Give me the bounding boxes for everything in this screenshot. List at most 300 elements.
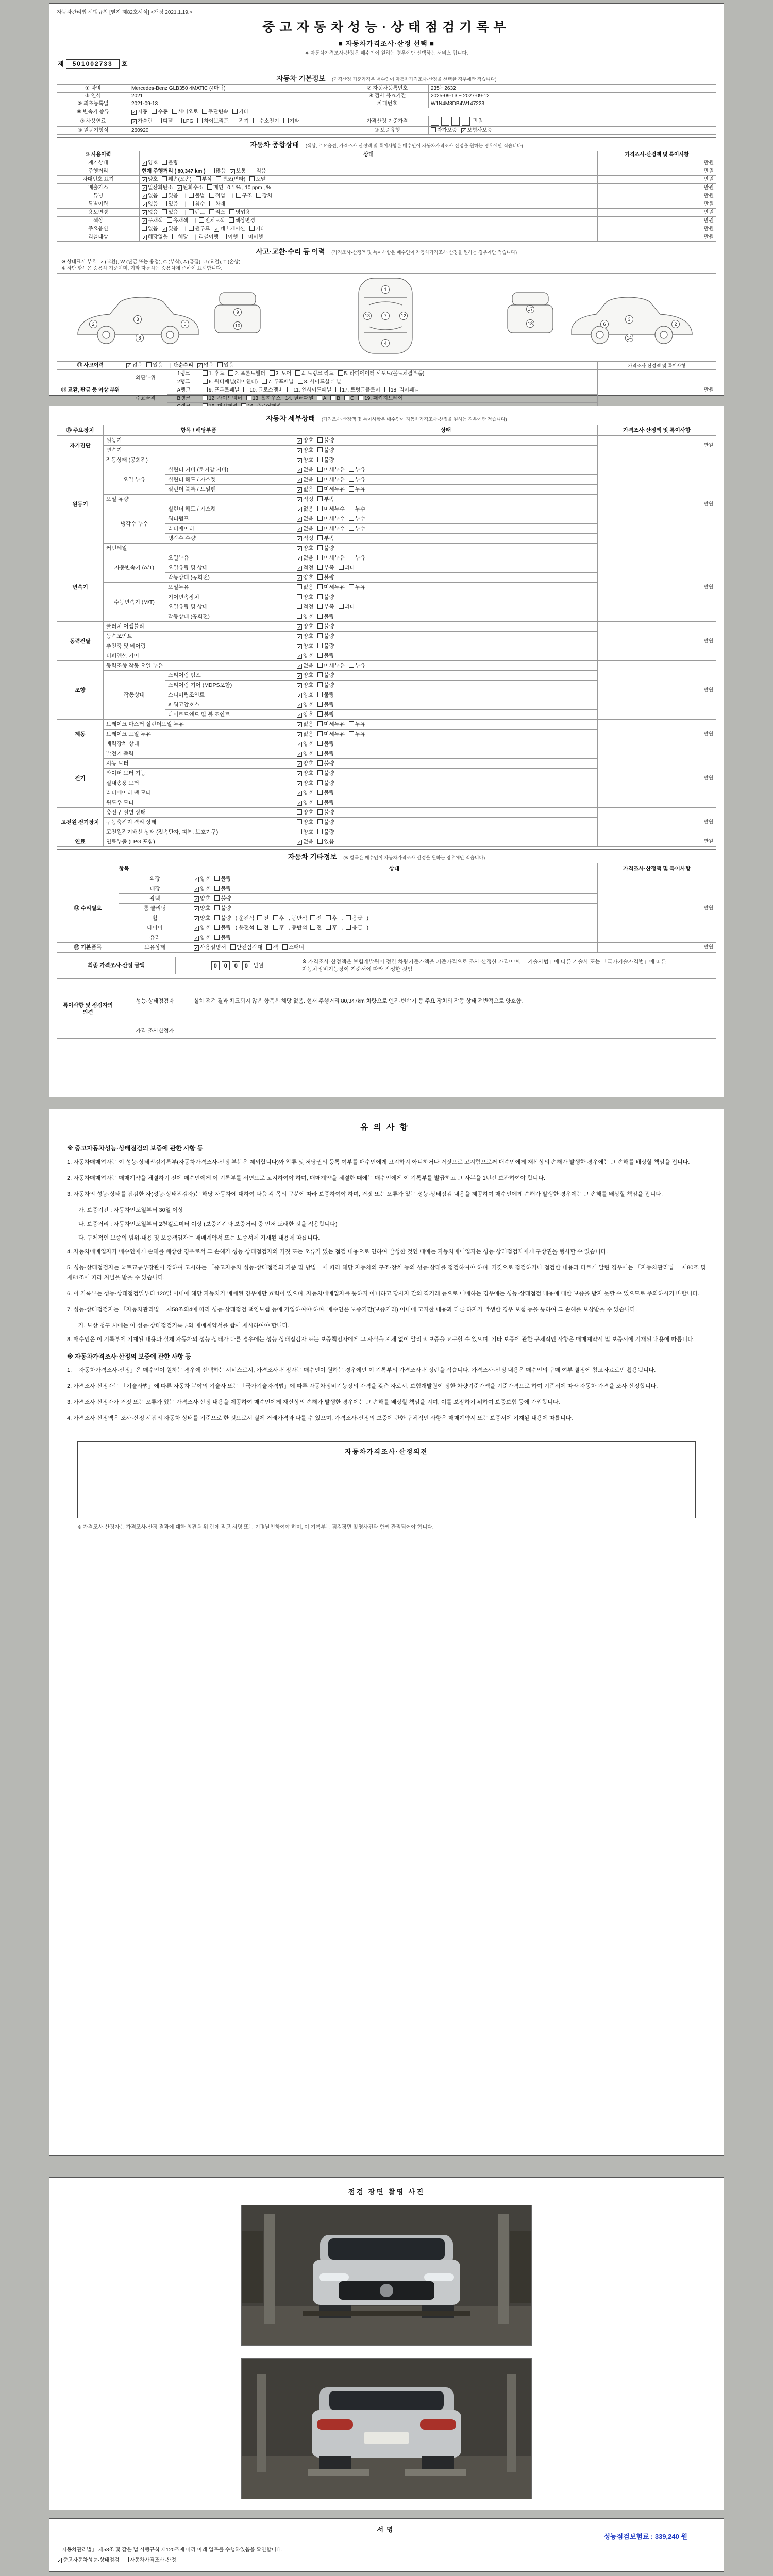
device-item-label: 등속조인트 [104, 632, 294, 641]
fuel-options [129, 116, 346, 127]
checkbox-option[interactable] [214, 934, 231, 941]
checkbox-option[interactable] [317, 633, 334, 640]
checkbox-option[interactable] [214, 875, 231, 883]
checkbox-box-icon [326, 915, 331, 920]
device-item-state [294, 710, 598, 720]
checkbox-option[interactable] [262, 379, 294, 385]
checkbox-option[interactable] [297, 486, 313, 493]
checkbox-option[interactable] [273, 914, 284, 922]
checkbox-option[interactable] [257, 914, 268, 922]
checkbox-option[interactable] [273, 924, 284, 931]
checkbox-option[interactable] [317, 456, 334, 464]
checkbox-option[interactable] [57, 2555, 120, 2563]
checkbox-box-icon [330, 395, 335, 400]
checkbox-option[interactable] [349, 486, 365, 493]
notice-item: 가. 보증기간 : 자동차인도일부터 30일 이상 [78, 1207, 183, 1213]
checkbox-option[interactable] [203, 395, 242, 402]
checkbox-option[interactable] [317, 476, 345, 483]
checkbox-option[interactable] [230, 168, 246, 175]
checkbox-option[interactable] [317, 672, 334, 679]
checkbox-option[interactable] [317, 535, 334, 542]
accident-price-header: 가격조사·산정액 및 특이사항 [598, 362, 716, 370]
usage-item-state [140, 176, 598, 184]
checkbox-option[interactable] [214, 924, 231, 931]
checkbox-box-icon [317, 682, 323, 687]
checkbox-option[interactable] [297, 466, 313, 473]
checkbox-option[interactable] [162, 226, 178, 232]
checkbox-option[interactable] [317, 750, 334, 757]
checkbox-option[interactable] [131, 118, 153, 125]
checkbox-option[interactable] [317, 809, 334, 816]
checkbox-option[interactable] [189, 226, 210, 232]
checkbox-option[interactable] [214, 905, 231, 912]
checkbox-option[interactable] [210, 168, 226, 175]
checkbox-option[interactable] [203, 379, 258, 385]
checkbox-option[interactable] [297, 447, 313, 454]
checkbox-option[interactable] [297, 603, 313, 611]
checkbox-option[interactable] [297, 456, 313, 464]
doc-number-suffix: 호 [121, 60, 128, 67]
checkbox-option[interactable] [297, 594, 313, 601]
etc-item-label: 룸 클리닝 [119, 904, 191, 913]
checkbox-option[interactable] [229, 217, 255, 224]
checkbox-label: 불량 [324, 545, 334, 551]
device-item-label: 커먼레일 [104, 544, 294, 553]
checkbox-option[interactable] [317, 828, 334, 836]
device-item-label: 기어변속장치 [165, 592, 294, 602]
svg-text:14: 14 [626, 335, 632, 341]
checkbox-option[interactable] [317, 574, 334, 581]
checkbox-option[interactable] [317, 466, 345, 473]
checkbox-option[interactable] [297, 574, 313, 581]
checkbox-option[interactable] [349, 731, 365, 738]
checkbox-option[interactable] [317, 721, 345, 728]
device-item-label: 작동상태 (공회전) [165, 573, 294, 583]
price-cell: 만원 [598, 159, 716, 167]
checkbox-option[interactable] [317, 838, 334, 845]
checkbox-option[interactable] [203, 370, 224, 377]
checkbox-box-icon: ✓ [142, 235, 146, 240]
checkbox-option[interactable] [431, 127, 457, 134]
checkbox-option[interactable] [266, 944, 278, 951]
checkbox-option[interactable] [214, 895, 231, 902]
checkbox-option[interactable] [297, 789, 313, 796]
checkbox-option[interactable] [209, 193, 225, 199]
device-item-state [294, 602, 598, 612]
checkbox-option[interactable] [297, 760, 313, 767]
checkbox-option[interactable] [209, 209, 225, 216]
checkbox-option[interactable] [317, 603, 334, 611]
device-item-label: 실린더 헤드 / 가스켓 [165, 504, 294, 514]
checkbox-option[interactable] [317, 486, 345, 493]
checkbox-option[interactable] [216, 176, 245, 183]
checkbox-option[interactable] [162, 209, 178, 216]
checkbox-option[interactable] [162, 193, 178, 199]
checkbox-label: 디젤 [162, 118, 173, 124]
device-item-state [294, 798, 598, 808]
checkbox-option[interactable] [189, 201, 205, 208]
checkbox-option[interactable] [270, 370, 291, 377]
checkbox-option[interactable] [317, 525, 345, 532]
checkbox-label: 4. 트렁크 리드 [301, 371, 334, 377]
checkbox-option[interactable] [142, 210, 158, 216]
checkbox-option[interactable] [349, 721, 365, 728]
checkbox-option[interactable] [172, 109, 198, 115]
checkbox-box-icon [317, 692, 323, 697]
checkbox-option[interactable] [349, 476, 365, 483]
checkbox-box-icon [317, 751, 323, 756]
checkbox-option[interactable] [317, 437, 334, 444]
checkbox-option[interactable] [297, 545, 313, 552]
rankB-label: B랭크 [167, 395, 200, 403]
checkbox-option[interactable] [317, 505, 345, 513]
checkbox-option[interactable] [202, 109, 228, 115]
checkbox-option[interactable] [297, 711, 313, 718]
checkbox-option[interactable] [297, 633, 313, 640]
checkbox-option[interactable] [297, 564, 313, 571]
checkbox-option[interactable] [194, 875, 210, 883]
checkbox-label: 해당없음 [148, 234, 168, 240]
checkbox-option[interactable] [317, 799, 334, 806]
checkbox-option[interactable] [142, 193, 158, 199]
checkbox-option[interactable] [207, 184, 223, 191]
checkbox-label: 불량 [324, 643, 334, 649]
checkbox-option[interactable] [297, 672, 313, 679]
checkbox-option[interactable] [142, 160, 158, 166]
checkbox-option[interactable] [317, 691, 334, 699]
checkbox-option[interactable] [250, 168, 266, 175]
checkbox-option[interactable] [349, 515, 365, 522]
checkbox-option[interactable] [349, 584, 365, 591]
checkbox-option[interactable] [142, 201, 158, 208]
checkbox-option[interactable] [256, 193, 272, 199]
checkbox-option[interactable] [142, 234, 168, 241]
overall-row [57, 184, 716, 192]
checkbox-option[interactable] [282, 944, 304, 951]
damage-code-legend [57, 258, 716, 274]
section-basic-note: (가격산정 기준가격은 매수인이 자동차가격조사·산정을 선택한 경우에만 적습니다) [331, 77, 497, 82]
checkbox-option[interactable] [249, 176, 265, 183]
checkbox-option[interactable] [152, 109, 167, 115]
checkbox-label: 자동차가격조사·산정 [129, 2557, 176, 2563]
checkbox-option[interactable] [344, 395, 354, 402]
checkbox-option[interactable] [297, 779, 313, 787]
checkbox-option[interactable] [297, 496, 313, 503]
checkbox-option[interactable] [242, 234, 263, 241]
device-item-state [294, 524, 598, 534]
checkbox-option[interactable] [346, 914, 362, 922]
state-text-strong: 현재 주행거리 ( 80,347 km ) [142, 168, 206, 174]
checkbox-option[interactable] [297, 535, 313, 542]
checkbox-box-icon [317, 623, 323, 629]
checkbox-box-icon [162, 209, 167, 214]
checkbox-option[interactable] [142, 185, 173, 191]
checkbox-option[interactable] [222, 234, 238, 241]
checkbox-label: 영업용 [235, 210, 250, 215]
checkbox-option[interactable] [214, 226, 245, 232]
checkbox-option[interactable] [317, 395, 327, 402]
checkbox-option[interactable] [317, 760, 334, 767]
checkbox-option[interactable] [317, 564, 334, 571]
checkbox-option[interactable] [124, 2555, 176, 2563]
device-item-label: 동력조향 작동 오일 누유 [104, 661, 294, 671]
checkbox-option[interactable] [194, 885, 210, 892]
checkbox-option[interactable] [297, 554, 313, 562]
checkbox-option[interactable] [177, 185, 203, 191]
checkbox-option[interactable] [209, 201, 225, 208]
checkbox-option[interactable] [246, 395, 281, 402]
checkbox-option[interactable] [297, 613, 313, 620]
checkbox-option[interactable] [199, 217, 225, 224]
checkbox-option[interactable] [338, 370, 425, 377]
checkbox-option[interactable] [317, 594, 334, 601]
checkbox-option[interactable] [295, 370, 333, 377]
checkbox-box-icon: ✓ [297, 634, 301, 639]
checkbox-option[interactable] [297, 721, 313, 728]
checkbox-option[interactable] [203, 387, 239, 394]
checkbox-label: 양호 [303, 545, 314, 551]
checkbox-option[interactable] [317, 662, 345, 669]
price-cell: 만원 [598, 217, 716, 225]
checkbox-label: 11. 인사이드패널 [293, 387, 332, 393]
checkbox-label: 양호 [303, 643, 314, 649]
checkbox-option[interactable] [317, 584, 345, 591]
etc-item-label: 외장 [119, 874, 191, 884]
checkbox-option[interactable] [214, 885, 231, 892]
checkbox-box-icon [207, 184, 212, 190]
checkbox-option[interactable] [142, 218, 163, 224]
checkbox-option[interactable] [157, 118, 173, 125]
rankA-label: A랭크 [167, 386, 200, 395]
checkbox-label: 있음 [168, 193, 178, 199]
checkbox-label: 누유 [355, 467, 366, 473]
checkbox-option[interactable] [297, 623, 313, 630]
checkbox-label: 미세누유 [324, 486, 345, 493]
checkbox-label: 있음 [168, 201, 178, 207]
etc-item-state [191, 943, 598, 953]
checkbox-option[interactable] [326, 914, 337, 922]
checkbox-option[interactable] [196, 176, 212, 183]
checkbox-label: 양호 [303, 633, 314, 639]
checkbox-option[interactable] [197, 118, 228, 125]
checkbox-option[interactable] [229, 209, 250, 216]
checkbox-label: 잭 [273, 944, 278, 951]
checkbox-option[interactable] [326, 924, 337, 931]
checkbox-option[interactable] [249, 226, 265, 232]
checkbox-option[interactable] [317, 613, 334, 620]
checkbox-option[interactable] [317, 711, 334, 718]
checkbox-option[interactable] [330, 395, 340, 402]
checkbox-option[interactable] [297, 652, 313, 659]
checkbox-option[interactable] [317, 682, 334, 689]
checkbox-box-icon [431, 127, 436, 132]
checkbox-option[interactable] [189, 193, 205, 199]
checkbox-label: 양호 [303, 682, 314, 688]
checkbox-option[interactable] [257, 924, 268, 931]
checkbox-option[interactable] [297, 740, 313, 748]
price-digit-box [441, 117, 449, 126]
checkbox-box-icon: ✓ [297, 517, 301, 522]
usage-item-label: 특별이력 [57, 200, 140, 209]
checkbox-option[interactable] [317, 652, 334, 659]
checkbox-label: 미세누유 [324, 477, 345, 483]
checkbox-option[interactable] [243, 387, 283, 394]
checkbox-option[interactable] [217, 362, 233, 369]
checkbox-option[interactable] [317, 623, 334, 630]
exchange-price-cell: 만원 [598, 370, 716, 411]
checkbox-label: 응급 [352, 925, 363, 931]
basic-row [57, 93, 716, 100]
checkbox-label: 10. 크로스멤버 [249, 387, 283, 393]
checkbox-option[interactable] [297, 799, 313, 806]
checkbox-option[interactable] [194, 934, 210, 941]
checkbox-option[interactable] [131, 109, 147, 115]
checkbox-option[interactable] [142, 177, 158, 183]
checkbox-option[interactable] [297, 682, 313, 689]
section-detail-title: 자동차 세부상태 [266, 415, 315, 422]
checkbox-label: 없음 [303, 663, 314, 669]
checkbox-option[interactable] [297, 505, 313, 513]
checkbox-option[interactable] [461, 128, 492, 134]
checkbox-option[interactable] [297, 642, 313, 650]
checkbox-option[interactable] [349, 554, 365, 562]
checkbox-option[interactable] [297, 828, 313, 836]
usage-item-label: 리콜대상 [57, 233, 140, 242]
price-digit-box [451, 117, 460, 126]
checkbox-option[interactable] [172, 234, 188, 241]
checkbox-option[interactable] [297, 819, 313, 826]
checkbox-box-icon [338, 370, 343, 376]
checkbox-option[interactable] [317, 554, 345, 562]
checkbox-label: 불량 [324, 819, 334, 825]
device-item-state [294, 778, 598, 788]
checkbox-option[interactable] [317, 447, 334, 454]
checkbox-option[interactable] [126, 363, 142, 369]
checkbox-option[interactable] [335, 387, 380, 394]
device-item-label: 타이로드엔드 및 볼 조인트 [165, 710, 294, 720]
checkbox-option[interactable] [189, 209, 205, 216]
overall-row [57, 167, 716, 176]
checkbox-option[interactable] [339, 564, 355, 571]
checkbox-option[interactable] [232, 109, 248, 115]
checkbox-option[interactable] [194, 905, 210, 912]
checkbox-option[interactable] [317, 642, 334, 650]
checkbox-option[interactable] [310, 914, 322, 922]
checkbox-option[interactable] [298, 379, 341, 385]
checkbox-option[interactable] [297, 838, 313, 845]
checkbox-option[interactable] [317, 789, 334, 796]
checkbox-option[interactable] [317, 515, 345, 522]
checkbox-option[interactable] [349, 466, 365, 473]
checkbox-box-icon: ✓ [297, 487, 301, 493]
final-price-unit: 만원 [253, 962, 264, 969]
checkbox-option[interactable] [297, 584, 313, 591]
checkbox-option[interactable] [317, 496, 334, 503]
checkbox-option[interactable] [177, 118, 193, 125]
checkbox-label: 누수 [355, 506, 366, 512]
checkbox-option[interactable] [194, 924, 210, 931]
checkbox-label: 기타 [238, 109, 249, 115]
checkbox-option[interactable] [349, 525, 365, 532]
checkbox-option[interactable] [317, 770, 334, 777]
checkbox-option[interactable] [297, 437, 313, 444]
checkbox-option[interactable] [194, 944, 226, 951]
checkbox-option[interactable] [317, 545, 334, 552]
checkbox-option[interactable] [194, 895, 210, 902]
checkbox-option[interactable] [297, 662, 313, 669]
checkbox-option[interactable] [297, 731, 313, 738]
checkbox-option[interactable] [162, 201, 178, 208]
checkbox-option[interactable] [283, 118, 299, 125]
checkbox-label: 불량 [324, 437, 334, 444]
checkbox-option[interactable] [317, 819, 334, 826]
checkbox-option[interactable] [230, 944, 263, 951]
checkbox-label: 불량 [221, 935, 231, 941]
checkbox-option[interactable] [297, 770, 313, 777]
checkbox-option[interactable] [146, 362, 162, 369]
signature-statement: 「자동차관리법」 제58조 및 같은 법 시행규칙 제120조에 따라 아래 업무를 수행하였음을 확인합니다. [57, 2547, 283, 2553]
checkbox-option[interactable] [162, 176, 191, 183]
checkbox-option[interactable] [310, 924, 322, 931]
checkbox-option[interactable] [349, 505, 365, 513]
checkbox-option[interactable] [287, 387, 331, 394]
price-cell: 만원 [598, 874, 716, 943]
checkbox-option[interactable] [233, 118, 249, 125]
checkbox-option[interactable] [228, 370, 265, 377]
checkbox-label: 안전삼각대 [236, 944, 263, 951]
checkbox-option[interactable] [317, 731, 345, 738]
checkbox-option[interactable] [194, 914, 210, 922]
checkbox-option[interactable] [162, 160, 178, 166]
checkbox-box-icon [349, 467, 354, 472]
checkbox-label: 없음 [303, 555, 314, 561]
notice-item: 2. 가격조사·산정자는 「기술사법」에 따른 자동차 분야의 기술사 또는 「국가기술자격법」에 따른 자동차정비기능장의 자격을 갖춘 자로서, 보험개발원이 정한 차량기준가액을 기준가격으로 하여 기준서에 따라 자동차 가격을 조사·산정합니다. [67, 1383, 658, 1389]
checkbox-option[interactable] [317, 740, 334, 748]
etc-item-label: 휠 [119, 913, 191, 923]
checkbox-label: 불량 [324, 790, 334, 796]
checkbox-option[interactable] [297, 691, 313, 699]
checkbox-option[interactable] [253, 118, 279, 125]
checkbox-box-icon [209, 201, 214, 206]
checkbox-option[interactable] [317, 779, 334, 787]
checkbox-option[interactable] [358, 395, 403, 402]
checkbox-label: 자동 [138, 109, 148, 115]
checkbox-option[interactable] [317, 701, 334, 708]
etc-item-state [191, 884, 598, 894]
checkbox-option[interactable] [297, 701, 313, 708]
checkbox-label: 유채색 [173, 218, 188, 224]
checkbox-option[interactable] [297, 515, 313, 522]
checkbox-option[interactable] [142, 226, 158, 232]
checkbox-option[interactable] [167, 217, 188, 224]
device-item-label: 변속기 [104, 446, 294, 455]
checkbox-option[interactable] [214, 914, 231, 922]
checkbox-option[interactable] [297, 809, 313, 816]
checkbox-option[interactable] [236, 193, 252, 199]
checkbox-option[interactable] [297, 476, 313, 483]
checkbox-label: 있음 [168, 210, 178, 215]
checkbox-option[interactable] [339, 603, 355, 611]
checkbox-option[interactable] [349, 662, 365, 669]
price-cell: 만원 [598, 808, 716, 837]
checkbox-option[interactable] [297, 750, 313, 757]
checkbox-option[interactable] [297, 525, 313, 532]
checkbox-option[interactable] [384, 387, 419, 394]
checkbox-option[interactable] [197, 363, 213, 369]
checkbox-label: 불량 [324, 447, 334, 453]
checkbox-option[interactable] [346, 924, 362, 931]
device-item-state [294, 573, 598, 583]
